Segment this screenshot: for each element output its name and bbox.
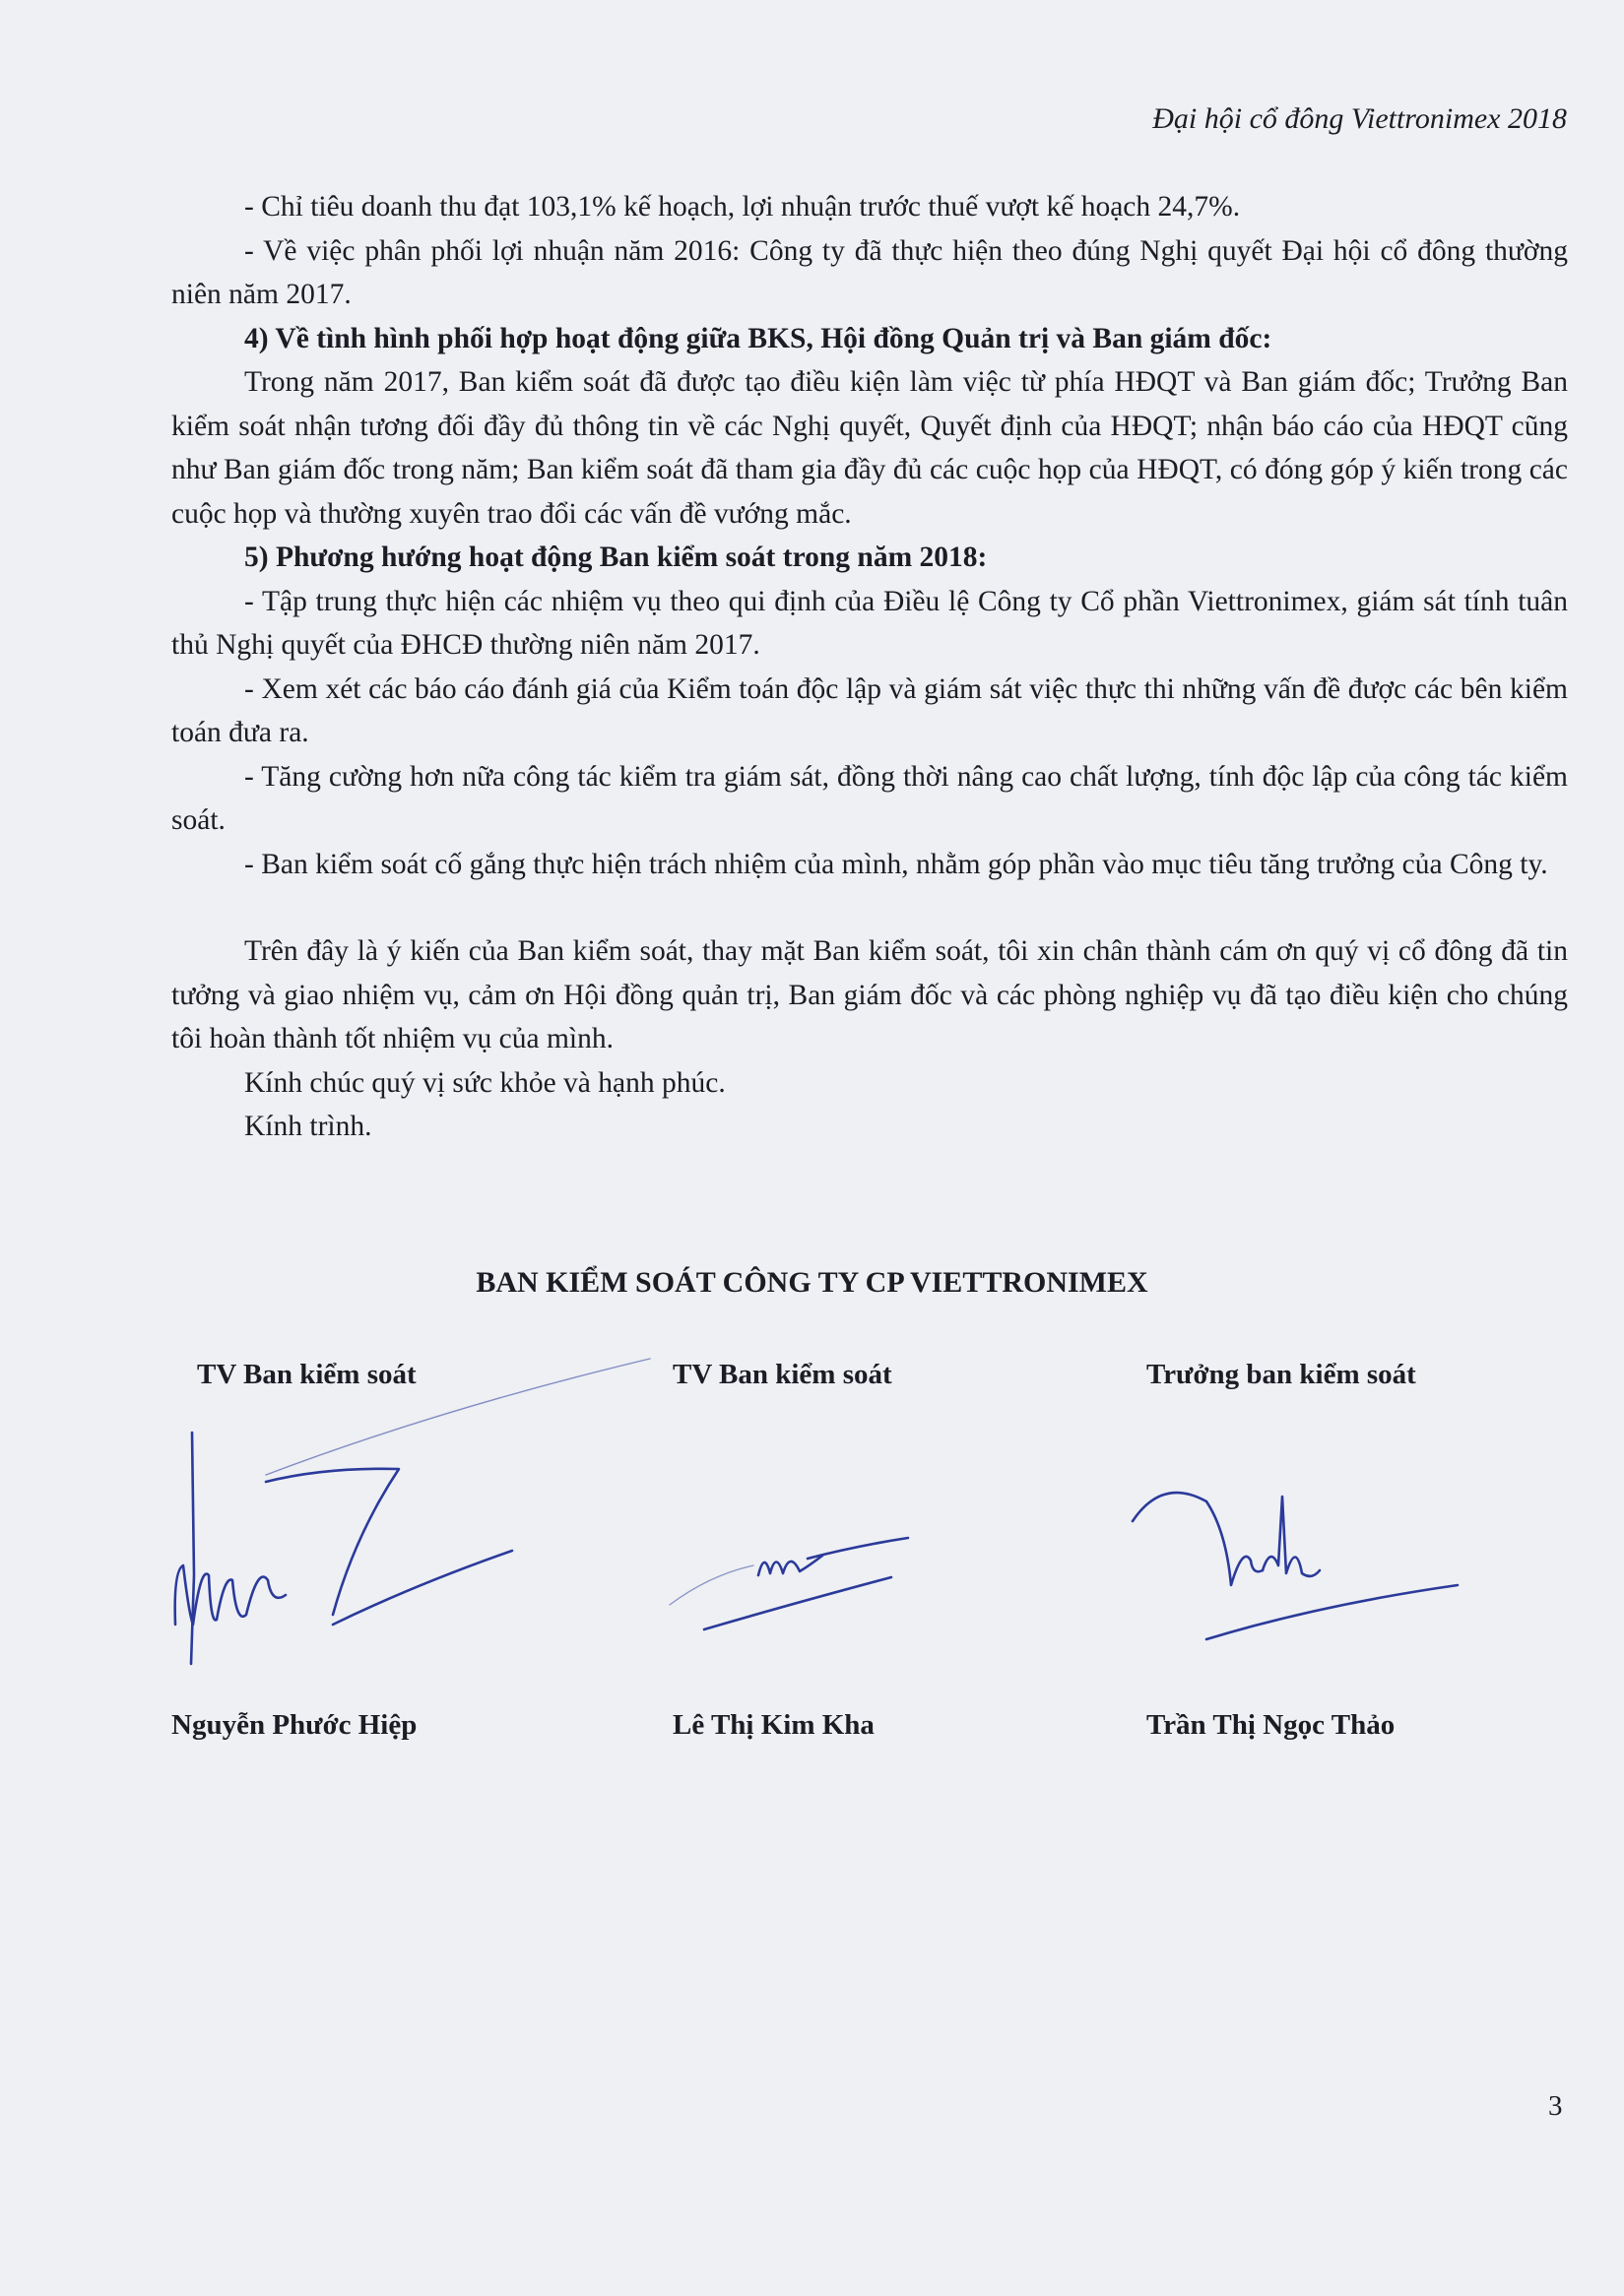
signature-1-arc (266, 1469, 399, 1615)
signature-3-letters (1263, 1497, 1320, 1576)
signature-2-underline-1 (808, 1538, 908, 1559)
paragraph-direction-3: - Tăng cường hơn nữa công tác kiểm tra giám sát, đồng thời nâng cao chất lượng, tính độc lập của công tác kiểm soát. (171, 760, 1568, 836)
signatory-name-2: Lê Thị Kim Kha (673, 1709, 875, 1741)
signature-1-lead-line (266, 1359, 650, 1475)
section-heading-coordination: 4) Về tình hình phối hợp hoạt động giữa BKS, Hội đồng Quản trị và Ban giám đốc: (244, 322, 1272, 354)
paragraph-direction-2: - Xem xét các báo cáo đánh giá của Kiểm toán độc lập và giám sát việc thực thi những vấn đề được các bên kiểm toán đưa ra. (171, 672, 1568, 748)
committee-title: BAN KIỂM SOÁT CÔNG TY CP VIETTRONIMEX (476, 1266, 1148, 1299)
signature-3-loop (1133, 1493, 1263, 1585)
paragraph-wishes: Kính chúc quý vị sức khỏe và hạnh phúc. (244, 1066, 726, 1099)
signature-1-scribble (175, 1565, 286, 1625)
paragraph-direction-1: - Tập trung thực hiện các nhiệm vụ theo qui định của Điều lệ Công ty Cổ phần Viettronimex, giám sát tính tuân thủ Nghị quyết của ĐHCĐ thường niên năm 2017. (171, 585, 1568, 661)
paragraph-coordination: Trong năm 2017, Ban kiểm soát đã được tạo điều kiện làm việc từ phía HĐQT và Ban giám đốc; Trưởng Ban kiểm soát nhận tương đối đầy đủ thông tin về các Nghị quyết, Quyết định của HĐQT; nhận báo cáo của HĐQT cũng như Ban giám đốc trong năm; Ban kiểm soát đã tham gia đầy đủ các cuộc họp của HĐQT, có đóng góp ý kiến trong các cuộc họp và thường xuyên trao đổi các vấn đề vướng mắc. (171, 366, 1568, 530)
signatory-role-1: TV Ban kiểm soát (197, 1359, 417, 1390)
paragraph-profit-distribution: - Về việc phân phối lợi nhuận năm 2016: Công ty đã thực hiện theo đúng Nghị quyết Đại hội cổ đông thường niên năm 2017. (171, 234, 1568, 310)
paragraph-direction-4: - Ban kiểm soát cố gắng thực hiện trách nhiệm của mình, nhằm góp phần vào mục tiêu tăng trưởng của Công ty. (244, 848, 1548, 880)
paragraph-revenue-target: - Chỉ tiêu doanh thu đạt 103,1% kế hoạch, lợi nhuận trước thuế vượt kế hoạch 24,7%. (244, 191, 1241, 223)
signature-2-underline-2 (704, 1577, 891, 1629)
paragraph-closing-thanks: Trên đây là ý kiến của Ban kiểm soát, thay mặt Ban kiểm soát, tôi xin chân thành cám ơn quý vị cổ đông đã tin tưởng và giao nhiệm vụ, cảm ơn Hội đồng quản trị, Ban giám đốc và các phòng nghiệp vụ đã tạo điều kiện cho chúng tôi hoàn thành tốt nhiệm vụ của mình. (171, 935, 1568, 1054)
signatory-role-2: TV Ban kiểm soát (673, 1359, 892, 1390)
section-heading-direction-2018: 5) Phương hướng hoạt động Ban kiểm soát trong năm 2018: (244, 542, 988, 573)
paragraph-respectfully: Kính trình. (244, 1111, 372, 1142)
signature-1-stroke (191, 1433, 194, 1664)
signatory-role-3: Trưởng ban kiểm soát (1146, 1359, 1416, 1390)
signature-3-underline (1206, 1585, 1458, 1639)
running-header: Đại hội cổ đông Viettronimex 2018 (1152, 102, 1567, 135)
signatory-name-3: Trần Thị Ngọc Thảo (1146, 1709, 1396, 1741)
signatory-name-1: Nguyễn Phước Hiệp (171, 1709, 418, 1741)
signature-2-faint (670, 1565, 753, 1605)
signature-2-loops (758, 1556, 822, 1575)
page-number: 3 (1548, 2090, 1563, 2122)
signature-1-underline (333, 1551, 512, 1625)
